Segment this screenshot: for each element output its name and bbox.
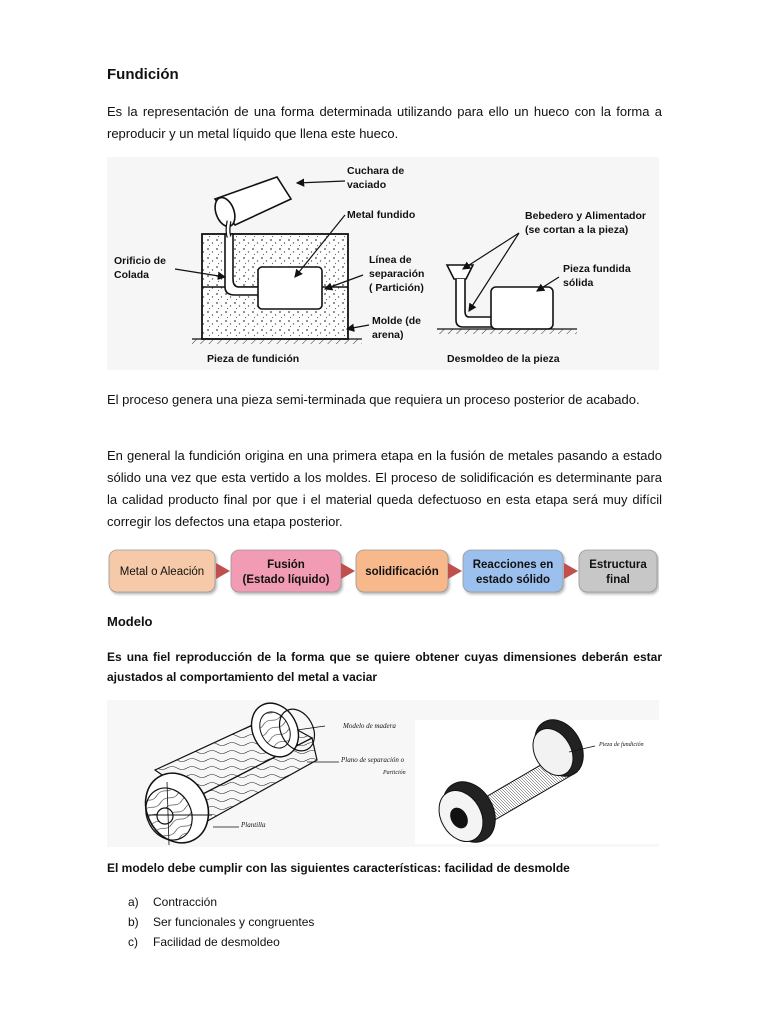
label-modelo-madera: Modelo de madera <box>343 722 396 730</box>
label-molde: Molde (de arena) <box>372 315 421 341</box>
page-title: Fundición <box>107 66 179 83</box>
caption-desmoldeo: Desmoldeo de la pieza <box>447 353 560 365</box>
label-pieza-solida: Pieza fundida sólida <box>563 263 631 289</box>
paragraph-fundicion-general: En general la fundición origina en una primera etapa en la fusión de metales pasando a estado sólido una vez que esta vertido a los moldes. El proceso de solidificación es determinante para la calidad producto final por que i el material queda defectuoso en esta etapa será muy difícil corregir los defectos una etapa posterior. <box>107 448 662 529</box>
list-item: c) Facilidad de desmoldeo <box>128 935 280 949</box>
label-bebedero: Bebedero y Alimentador (se cortan a la pieza) <box>525 210 646 236</box>
modelo-heading: Modelo <box>107 614 153 629</box>
label-plantilla: Plantilla <box>241 821 266 829</box>
flow-step-label: Metal o Aleación <box>119 566 205 578</box>
label-metal-fundido: Metal fundido <box>347 209 416 221</box>
modelo-description: Es una fiel reproducción de la forma que se quiere obtener cuyas dimensiones deberán estar ajustados al comportamiento del metal a vaciar <box>107 650 662 684</box>
label-particion: Partición <box>383 770 406 776</box>
list-item: b) Ser funcionales y congruentes <box>128 915 315 929</box>
process-flow <box>107 545 659 600</box>
label-cuchara: Cuchara de vaciado <box>347 165 405 191</box>
paragraph-proceso: El proceso genera una pieza semi-terminada que requiera un proceso posterior de acabado. <box>107 392 640 407</box>
flow-step-label: Reacciones en estado sólido <box>472 559 554 586</box>
flow-step-label: Fusión (Estado líquido) <box>242 559 330 586</box>
pattern-figure <box>107 700 659 847</box>
label-orificio: Orificio de Colada <box>114 255 166 281</box>
list-item: a) Contracción <box>128 895 218 909</box>
caracteristicas-text: El modelo debe cumplir con las siguientes características: facilidad de desmolde <box>107 861 570 875</box>
intro-paragraph: Es la representación de una forma determinada utilizando para ello un hueco con la forma a reproducir y un metal líquido que llena este hueco. <box>107 104 662 141</box>
label-pieza-fundicion: Pieza de fundición <box>599 742 644 748</box>
flow-step-label: Estructura final <box>589 559 647 586</box>
caption-pieza-fundicion: Pieza de fundición <box>207 353 300 365</box>
caracteristicas-list <box>128 892 314 952</box>
flow-step-label: solidificación <box>365 566 439 578</box>
label-linea-separacion: Línea de separación ( Partición) <box>369 254 425 294</box>
casting-diagram <box>107 157 659 370</box>
label-plano-separacion: Plano de separación o <box>341 756 405 764</box>
